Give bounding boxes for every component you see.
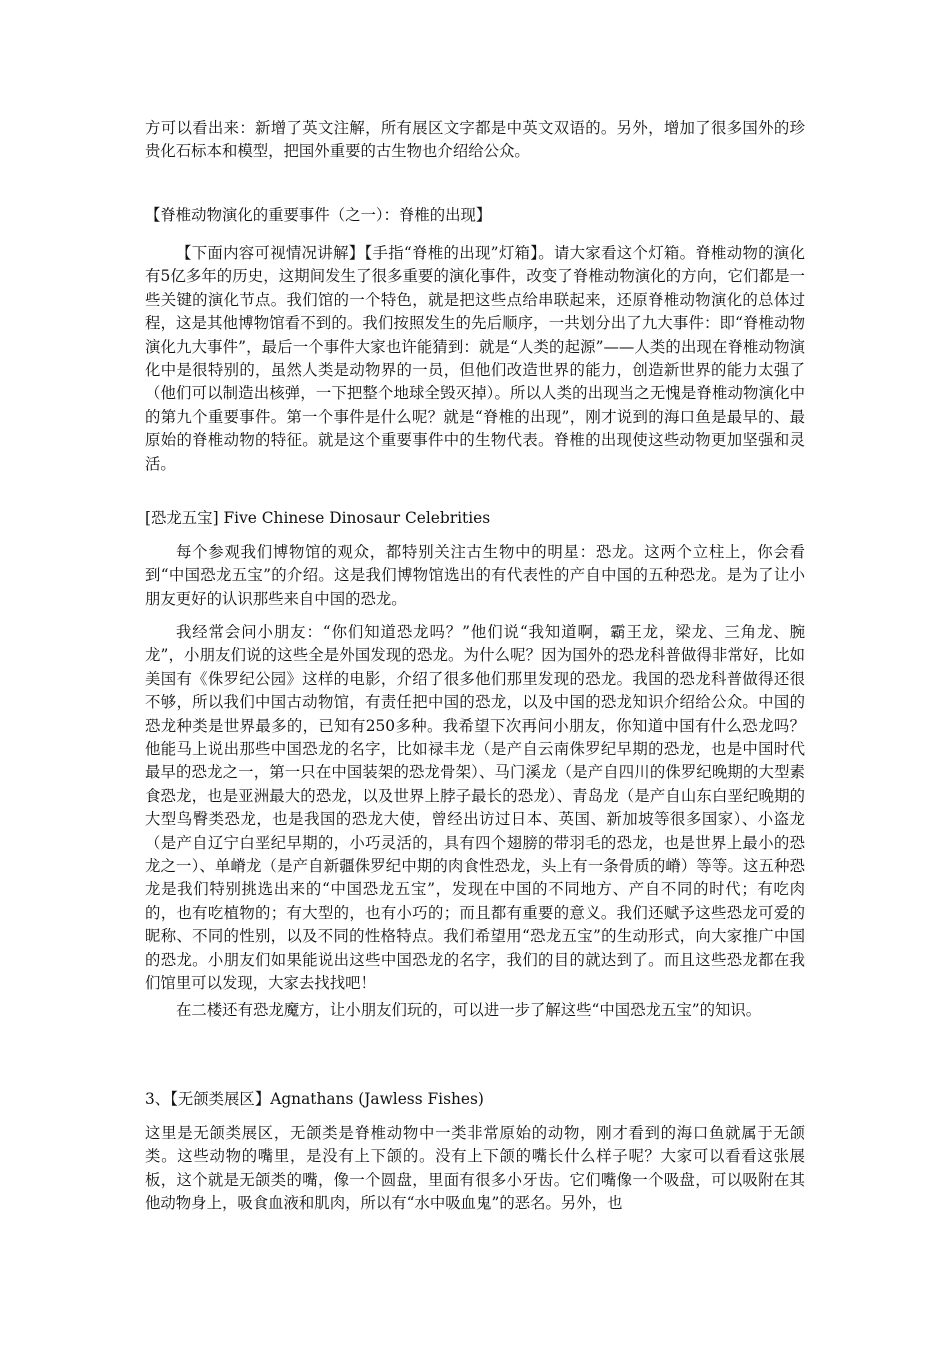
dinosaur-paragraph-2: 我经常会问小朋友：“你们知道恐龙吗？”他们说“我知道啊，霸王龙，梁龙、三角龙、腕龙”，小朋友们说的这些全是外国发现的恐龙。为什么呢？因为国外的恐龙科普做得非常好，比如美国有《侏罗纪公园》这样的电影，介绍了很多他们那里发现的恐龙。我国的恐龙科普做得还很不够，所以我们中国古动物馆，有责任把中国的恐龙，以及中国的恐龙知识介绍给公众。中国的恐龙种类是世界最多的，已知有250多种。我希望下次再问小朋友，你知道中国有什么恐龙吗？他能马上说出那些中国恐龙的名字，比如禄丰龙（是产自云南侏罗纪早期的恐龙，也是中国时代最早的恐龙之一，第一只在中国装架的恐龙骨架）、马门溪龙（是产自四川的侏罗纪晚期的大型素食恐龙，也是亚洲最大的恐龙，以及世界上脖子最长的恐龙）、青岛龙（是产自山东白垩纪晚期的大型鸟臀类恐龙，也是我国的恐龙大使，曾经出访过日本、英国、新加坡等很多国家）、小盗龙（是产自辽宁白垩纪早期的，小巧灵活的，具有四个翅膀的带羽毛的恐龙，也是世界上最小的恐龙之一）、单嵴龙（是产自新疆侏罗纪中期的肉食性恐龙，头上有一条骨质的嵴）等等。这五种恐龙是我们特别挑选出来的“中国恐龙五宝”，发现在中国的不同地方、产自不同的时代；有吃肉的，也有吃植物的；有大型的，也有小巧的；而且都有重要的意义。我们还赋予这些恐龙可爱的昵称、不同的性别，以及不同的性格特点。我们希望用“恐龙五宝”的生动形式，向大家推广中国的恐龙。小朋友们如果能说出这些中国恐龙的名字，我们的目的就达到了。而且这些恐龙都在我们馆里可以发现，大家去找找吧！ [145, 623, 805, 993]
agnathans-paragraph: 这里是无颌类展区，无颌类是脊椎动物中一类非常原始的动物，刚才看到的海口鱼就属于无颌类。这些动物的嘴里，是没有上下颌的。没有上下颌的嘴长什么样子呢？大家可以看看这张展板，这个就是无颌类的嘴，像一个圆盘，里面有很多小牙齿。它们嘴像一个吸盘，可以吸附在其他动物身上，吸食血液和肌肉，所以有“水中吸血鬼”的恶名。另外，也 [145, 1124, 805, 1213]
section-heading-vertebra-event: 【脊椎动物演化的重要事件（之一）：脊椎的出现】 [145, 206, 492, 224]
dinosaur-paragraph-3: 在二楼还有恐龙魔方，让小朋友们玩的，可以进一步了解这些“中国恐龙五宝”的知识。 [176, 1001, 762, 1019]
intro-continuation-paragraph: 方可以看出来：新增了英文注解，所有展区文字都是中英文双语的。另外，增加了很多国外的珍贵化石标本和模型，把国外重要的古生物也介绍给公众。 [145, 119, 805, 161]
section-heading-dinosaur-celebrities: [恐龙五宝] Five Chinese Dinosaur Celebrities [145, 509, 491, 527]
section-heading-agnathans: 3、【无颌类展区】Agnathans (Jawless Fishes) [145, 1090, 484, 1108]
dinosaur-paragraph-1: 每个参观我们博物馆的观众，都特别关注古生物中的明星：恐龙。这两个立柱上，你会看到“中国恐龙五宝”的介绍。这是我们博物馆选出的有代表性的产自中国的五种恐龙。是为了让小朋友更好的认识那些来自中国的恐龙。 [145, 543, 805, 608]
vertebra-event-paragraph: 【下面内容可视情况讲解】【手指“脊椎的出现”灯箱】。请大家看这个灯箱。脊椎动物的演化有5亿多年的历史，这期间发生了很多重要的演化事件，改变了脊椎动物演化的方向，它们都是一些关键的演化节点。我们馆的一个特色，就是把这些点给串联起来，还原脊椎动物演化的总体过程，这是其他博物馆看不到的。我们按照发生的先后顺序，一共划分出了九大事件：即“脊椎动物演化九大事件”，最后一个事件大家也许能猜到：就是“人类的起源”——人类的出现在脊椎动物演化中是很特别的，虽然人类是动物界的一员，但他们改造世界的能力，创造新世界的能力太强了（他们可以制造出核弹，一下把整个地球全毁灭掉）。所以人类的出现当之无愧是脊椎动物演化中的第九个重要事件。第一个事件是什么呢？就是“脊椎的出现”，刚才说到的海口鱼是最早的、最原始的脊椎动物的特征。就是这个重要事件中的生物代表。脊椎的出现使这些动物更加坚强和灵活。 [145, 244, 805, 473]
